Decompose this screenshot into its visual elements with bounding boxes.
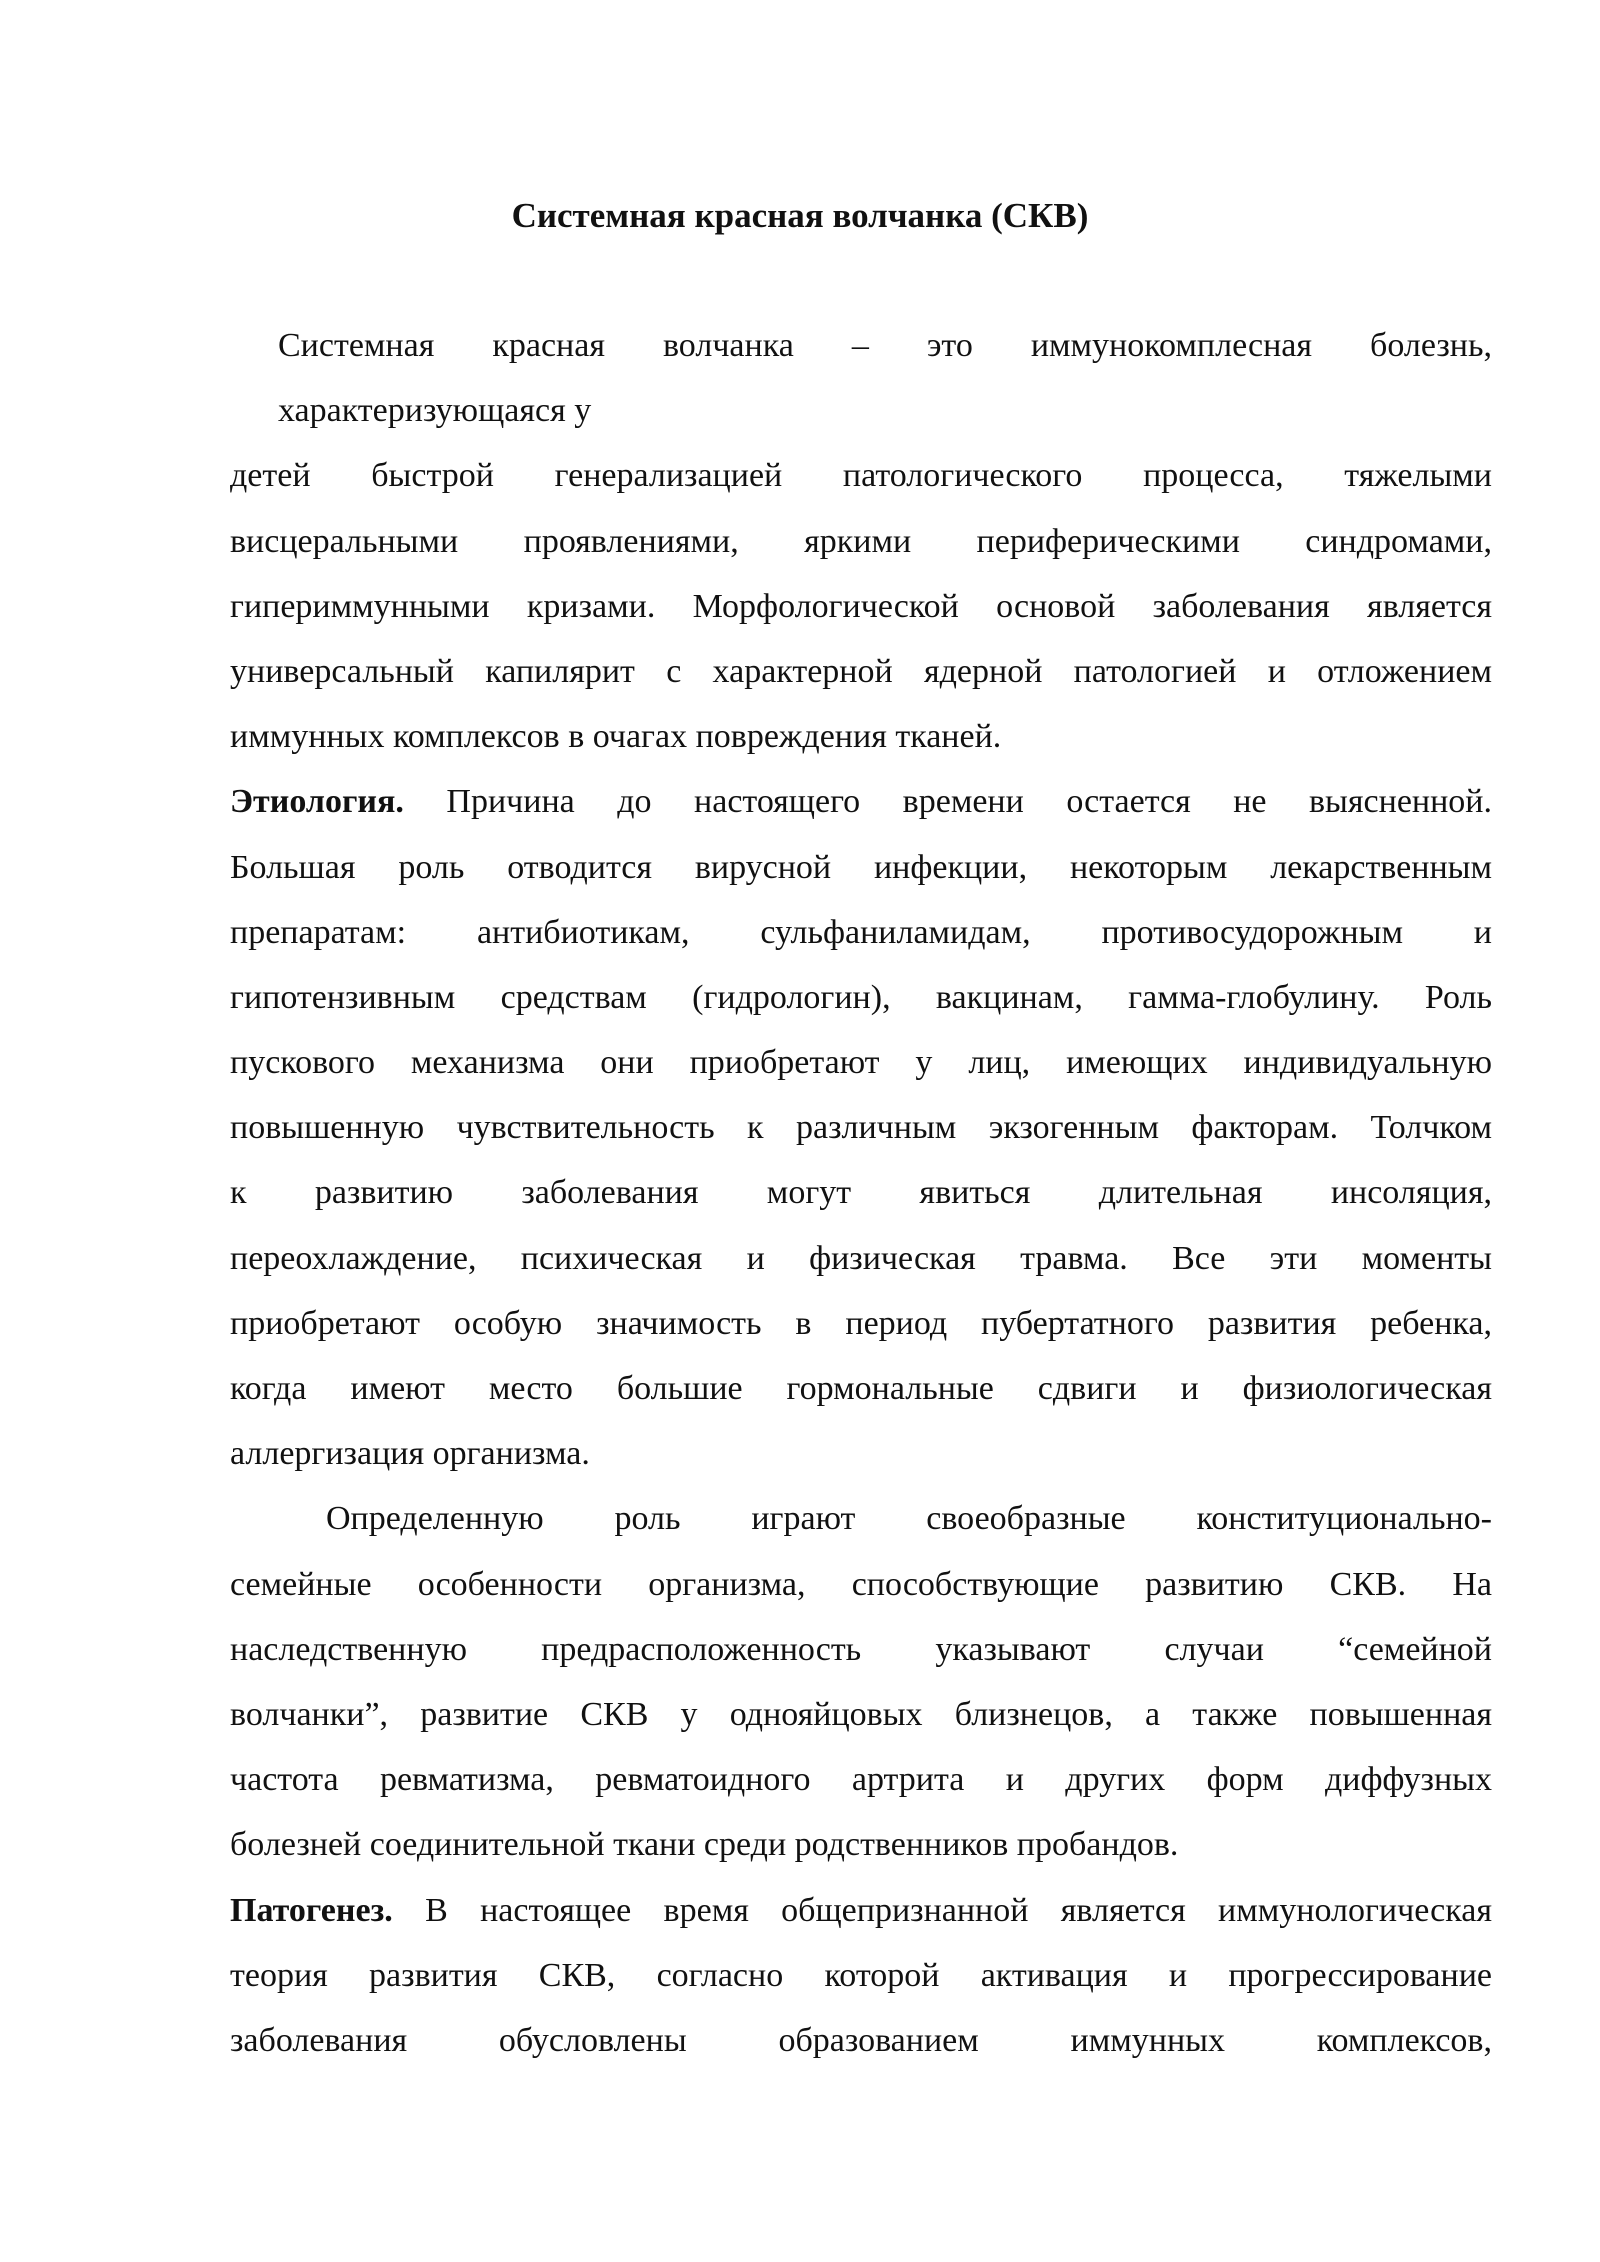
line-text: волчанки”, развитие СКВ у однояйцовых близнецов, а также повышенная <box>230 1695 1492 1733</box>
paragraph-line <box>230 509 1492 574</box>
line-text: когда имеют место большие гормональные сдвиги и физиологическая <box>230 1370 1492 1407</box>
paragraph-line <box>230 574 1492 639</box>
line-text: Причина до настоящего времени остается не выясненной. <box>446 783 1492 821</box>
line-text: частота ревматизма, ревматоидного артрита и других форм диффузных <box>230 1761 1492 1799</box>
paragraph-line <box>230 1160 1492 1225</box>
paragraph-line <box>230 313 1492 378</box>
line-text: Определенную роль играют своеобразные конституционально- <box>326 1500 1492 1538</box>
page-title: Системная красная волчанка (СКВ) <box>511 196 1089 235</box>
section-heading: Этиология. <box>230 783 404 821</box>
paragraph-line <box>230 1617 1492 1682</box>
line-text: универсальный капилярит с характерной ядерной патологией и отложением <box>230 652 1492 690</box>
paragraph-line <box>230 1943 1492 2008</box>
line-text: аллергизация организма. <box>230 1435 590 1473</box>
line-text: Большая роль отводится вирусной инфекции, некоторым лекарственным <box>230 848 1492 886</box>
paragraph-line <box>230 443 1492 508</box>
line-text: к развитию заболевания могут явиться длительная инсоляция, <box>230 1174 1492 1212</box>
line-text: Системная красная волчанка – это иммунокомплесная болезнь, <box>278 327 1492 364</box>
paragraph-line <box>230 1552 1492 1617</box>
paragraph-line <box>230 965 1492 1030</box>
paragraph-line <box>230 1226 1492 1291</box>
line-text: препаратам: антибиотикам, сульфаниламидам, противосудорожным и <box>230 913 1492 951</box>
line-text: В настоящее время общепризнанной является иммунологическая <box>425 1891 1492 1929</box>
section-line <box>230 769 1492 834</box>
section-line <box>230 1878 1492 1943</box>
paragraph-line <box>230 2008 1492 2073</box>
line-text: детей быстрой генерализацией патологического процесса, тяжелыми <box>230 457 1492 495</box>
paragraph-line <box>230 1291 1492 1356</box>
paragraph-line <box>230 704 1492 769</box>
line-text: пускового механизма они приобретают у лиц, имеющих индивидуальную <box>230 1044 1492 1082</box>
paragraph-line <box>230 1682 1492 1747</box>
line-text: гипотензивным средствам (гидрологин), вакцинам, гамма-глобулину. Роль <box>230 978 1492 1016</box>
paragraph-line <box>230 1356 1492 1421</box>
paragraph-line <box>230 1486 1492 1551</box>
paragraph-line <box>230 835 1492 900</box>
line-text: повышенную чувствительность к различным экзогенным факторам. Толчком <box>230 1109 1492 1147</box>
paragraph-line <box>230 378 1492 443</box>
line-text: висцеральными проявлениями, яркими периферическими синдромами, <box>230 522 1492 560</box>
paragraph-line <box>230 900 1492 965</box>
paragraph-line <box>230 1030 1492 1095</box>
line-text: характеризующаяся у <box>278 392 592 430</box>
line-text: приобретают особую значимость в период пубертатного развития ребенка, <box>230 1304 1492 1342</box>
line-text: гипериммунными кризами. Морфологической основой заболевания является <box>230 587 1492 625</box>
line-text: болезней соединительной ткани среди родственников пробандов. <box>230 1826 1179 1864</box>
line-text: семейные особенности организма, способствующие развитию СКВ. На <box>230 1565 1492 1603</box>
paragraph-line <box>230 1421 1492 1486</box>
paragraph-line <box>230 1812 1492 1877</box>
line-text: теория развития СКВ, согласно которой активация и прогрессирование <box>230 1956 1492 1994</box>
paragraph-line <box>230 1747 1492 1812</box>
section-heading: Патогенез. <box>230 1891 393 1929</box>
document-body <box>230 313 1492 2073</box>
line-text: иммунных комплексов в очагах повреждения тканей. <box>230 718 1002 756</box>
paragraph-line <box>230 639 1492 704</box>
line-text: заболевания обусловлены образованием иммунных комплексов, <box>230 2021 1492 2059</box>
line-text: переохлаждение, психическая и физическая травма. Все эти моменты <box>230 1239 1492 1277</box>
line-text: наследственную предрасположенность указывают случаи “семейной <box>230 1630 1492 1668</box>
paragraph-line <box>230 1095 1492 1160</box>
